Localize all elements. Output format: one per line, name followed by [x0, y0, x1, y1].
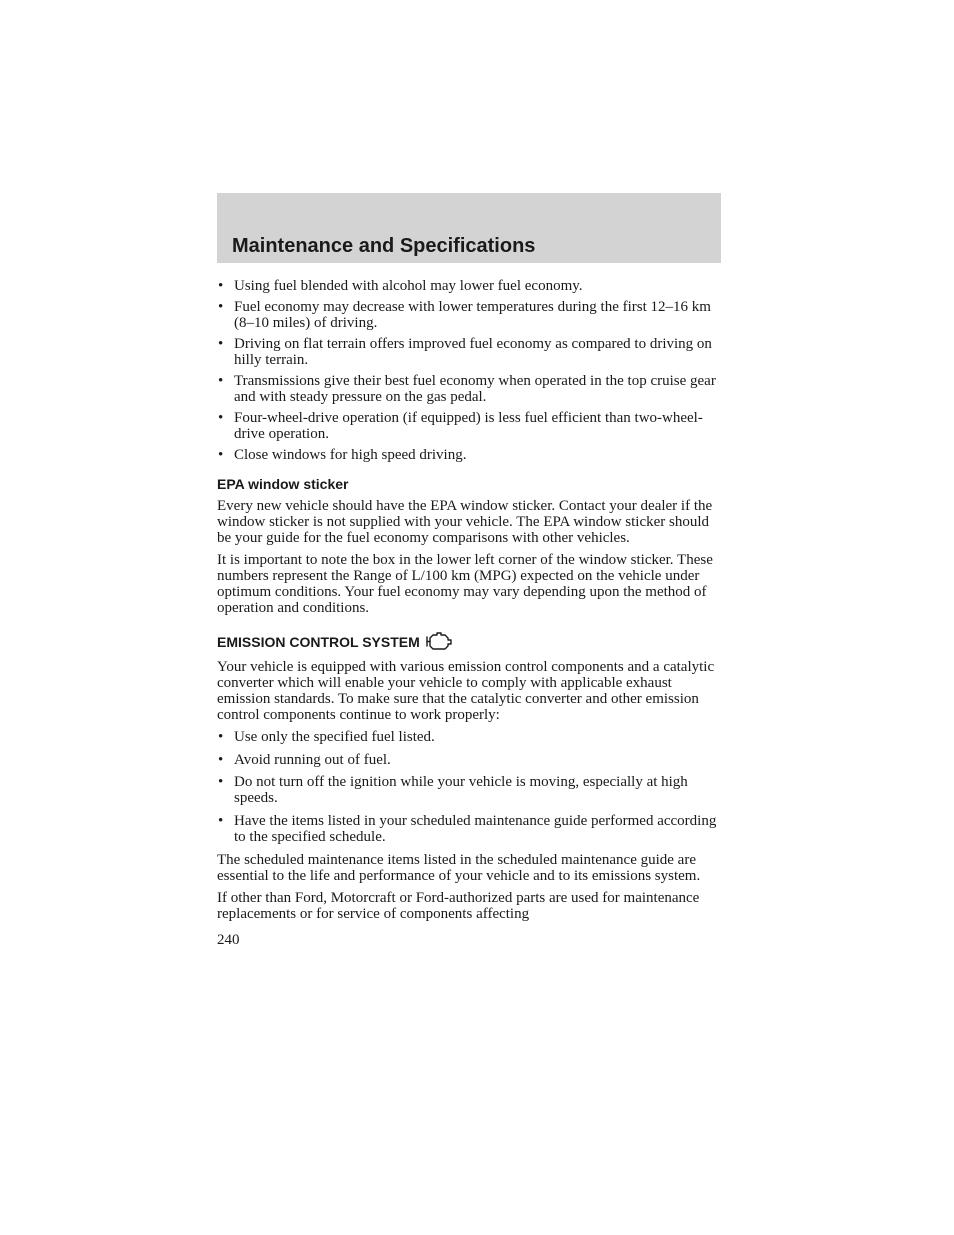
list-item: • Transmissions give their best fuel economy when operated in the top cruise gear and with steady pressure on the gas pedal.: [217, 373, 721, 405]
page-number: 240: [217, 932, 240, 948]
emission-heading-text: EMISSION CONTROL SYSTEM: [217, 634, 420, 650]
list-item: • Fuel economy may decrease with lower temperatures during the first 12–16 km (8–10 miles) of driving.: [217, 299, 721, 331]
list-item: • Close windows for high speed driving.: [217, 447, 721, 463]
list-item: • Using fuel blended with alcohol may lower fuel economy.: [217, 278, 721, 294]
emission-control-heading: [217, 631, 721, 651]
list-item: • Avoid running out of fuel.: [217, 752, 721, 768]
paragraph: Your vehicle is equipped with various emission control components and a catalytic converter which will enable your vehicle to comply with applicable exhaust emission standards. To make sure that the catalytic converter and other emission control components continue to work properly:: [217, 659, 715, 723]
list-item: • Driving on flat terrain offers improved fuel economy as compared to driving on hilly terrain.: [217, 336, 721, 368]
section-title: Maintenance and Specifications: [232, 235, 536, 257]
engine-icon: [424, 631, 454, 651]
list-item: • Do not turn off the ignition while your vehicle is moving, especially at high speeds.: [217, 774, 721, 806]
list-item: • Four-wheel-drive operation (if equipped) is less fuel efficient than two-wheel-drive operation.: [217, 410, 721, 442]
list-item: • Use only the specified fuel listed.: [217, 729, 721, 745]
page-content: [217, 277, 721, 948]
fuel-economy-tips-list: [217, 278, 721, 463]
paragraph: If other than Ford, Motorcraft or Ford-authorized parts are used for maintenance replacements or for service of components affecting: [217, 890, 700, 922]
list-item: • Have the items listed in your scheduled maintenance guide performed according to the specified schedule.: [217, 813, 721, 845]
paragraph: It is important to note the box in the lower left corner of the window sticker. These numbers represent the Range of L/100 km (MPG) expected on the vehicle under optimum conditions. Your fuel economy may vary depending upon the method of operation and conditions.: [217, 552, 713, 616]
section-header-band: [217, 193, 721, 263]
epa-sticker-heading: EPA window sticker: [217, 476, 349, 492]
paragraph: The scheduled maintenance items listed in the scheduled maintenance guide are essential to the life and performance of your vehicle and to its emissions system.: [217, 852, 701, 884]
emission-tips-list: [217, 729, 721, 845]
paragraph: Every new vehicle should have the EPA window sticker. Contact your dealer if the window sticker is not supplied with your vehicle. The EPA window sticker should be your guide for the fuel economy comparisons with other vehicles.: [217, 498, 713, 546]
